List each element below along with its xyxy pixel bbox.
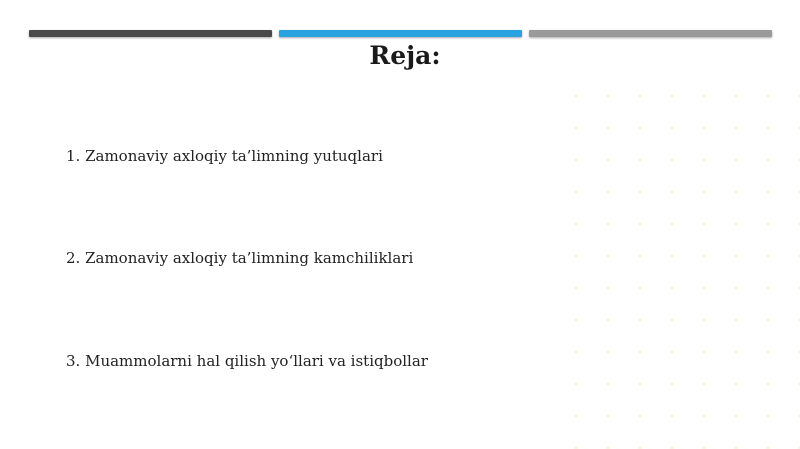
header-bar-dark	[29, 30, 272, 37]
plan-item-1: 1. Zamonaviy axloqiy ta’limning yutuqlari	[66, 147, 383, 165]
plan-item-2: 2. Zamonaviy axloqiy ta’limning kamchiliklari	[66, 249, 414, 267]
header-bar-blue	[279, 30, 522, 37]
plan-item-3: 3. Muammolarni hal qilish yo‘llari va istiqbollar	[66, 352, 428, 370]
slide-title: Reja:	[369, 41, 441, 70]
header-bar-gray	[529, 30, 772, 37]
background-dot-pattern	[560, 80, 800, 449]
